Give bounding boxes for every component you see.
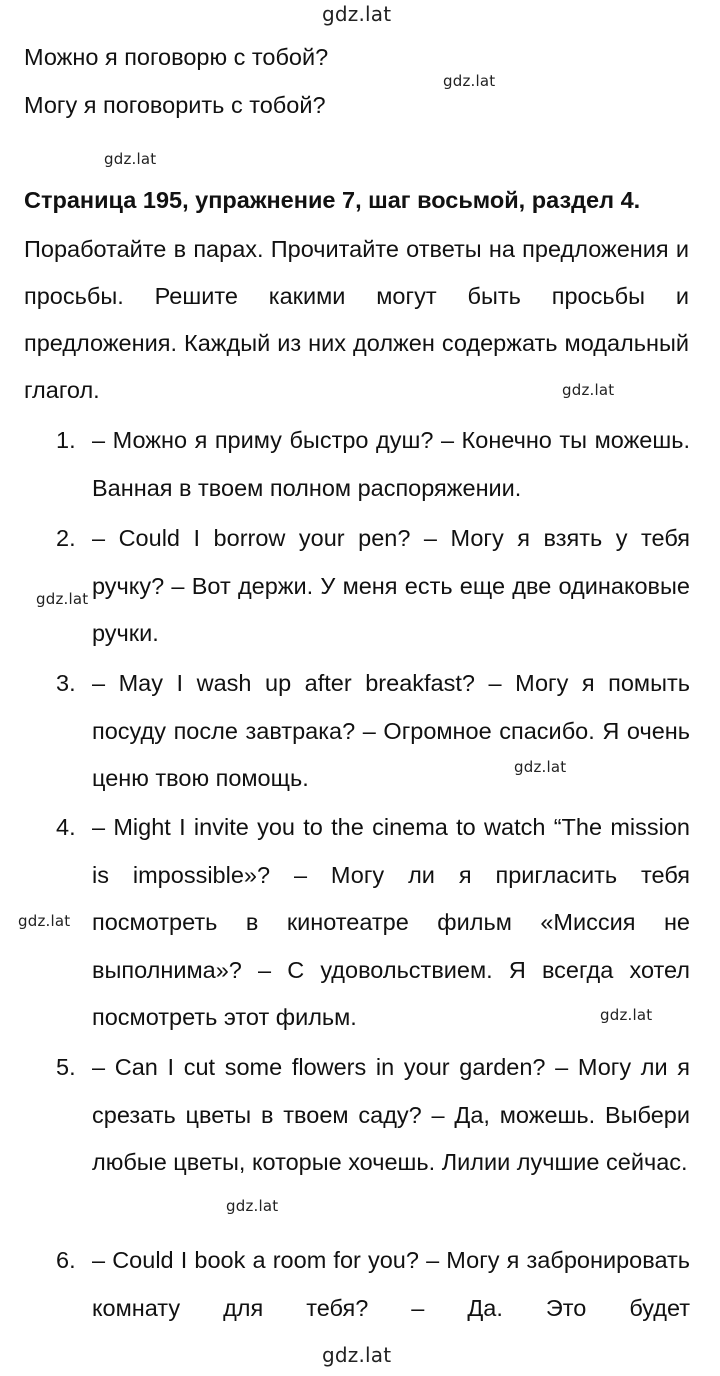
item-text: – Можно я приму быстро душ? – Конечно ты можешь. Ванная в твоем полном распоряжении. (92, 427, 690, 501)
watermark: gdz.lat (562, 381, 615, 399)
intro-line: Могу я поговорить с тобой? (24, 92, 326, 118)
item-number: 3. (56, 670, 76, 696)
watermark: gdz.lat (36, 590, 89, 608)
watermark: gdz.lat (600, 1006, 653, 1024)
item-number: 6. (56, 1247, 76, 1273)
item-number: 1. (56, 427, 76, 453)
list-item (56, 1237, 690, 1332)
watermark-bottom: gdz.lat (322, 1343, 392, 1367)
item-text: – Could I borrow your pen? – Могу я взять у тебя ручку? – Вот держи. У меня есть еще две одинаковые ручки. (92, 525, 690, 646)
item-text: – Could I book a room for you? – Могу я забронировать комнату для тебя? – Да. Это будет (92, 1247, 690, 1321)
intro-line: Можно я поговорю с тобой? (24, 44, 329, 70)
watermark: gdz.lat (18, 912, 71, 930)
item-text: – Can I cut some flowers in your garden? – Могу ли я срезать цветы в твоем саду? – Да, можешь. Выбери любые цветы, которые хочешь. Лилии лучшие сейчас. (92, 1054, 690, 1175)
watermark: gdz.lat (443, 72, 496, 90)
list-item (56, 804, 690, 1042)
item-number: 2. (56, 525, 76, 551)
item-number: 5. (56, 1054, 76, 1080)
list-item (56, 1044, 690, 1187)
watermark: gdz.lat (514, 758, 567, 776)
list-item (56, 660, 690, 803)
list-item (56, 515, 690, 658)
exercise-heading: Страница 195, упражнение 7, шаг восьмой, раздел 4. (24, 187, 641, 213)
list-item (56, 417, 690, 512)
item-number: 4. (56, 814, 76, 840)
watermark-top: gdz.lat (322, 2, 392, 26)
watermark: gdz.lat (104, 150, 157, 168)
item-text: – Might I invite you to the cinema to watch “The mission is impossible»? – Могу ли я пригласить тебя посмотреть в кинотеатре фильм «Миссия не выполнима»? – С удовольствием. Я всегда хотел посмотреть этот фильм. (92, 814, 690, 1030)
item-text: – May I wash up after breakfast? – Могу я помыть посуду после завтрака? – Огромное спасибо. Я очень ценю твою помощь. (92, 670, 690, 791)
watermark: gdz.lat (226, 1197, 279, 1215)
instruction-paragraph: Поработайте в парах. Прочитайте ответы на предложения и просьбы. Решите какими могут быть просьбы и предложения. Каждый из них должен содержать модальный глагол. (24, 236, 689, 403)
